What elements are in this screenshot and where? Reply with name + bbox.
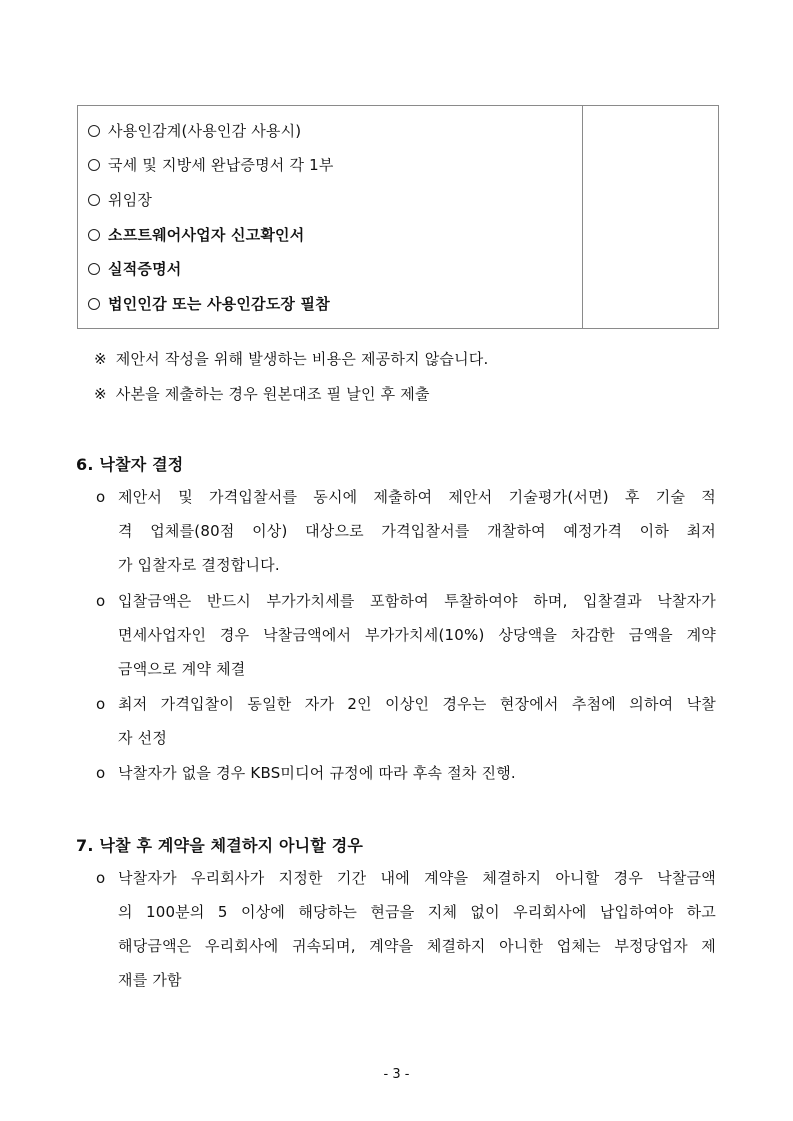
reference-mark-icon: ※ [94, 385, 107, 403]
bullet-line: 최저 가격입찰이 동일한 자가 2인 이상인 경우는 현장에서 추첨에 의하여 낙찰 [118, 695, 716, 713]
note-line [94, 384, 430, 404]
bullet-mark: o [96, 592, 106, 610]
circle-bullet-icon [88, 194, 100, 206]
bullet-line: 가 입찰자로 결정합니다. [118, 556, 280, 574]
bullet-paragraph [118, 861, 716, 997]
bullet-line: 낙찰자가 우리회사가 지정한 기간 내에 계약을 체결하지 아니할 경우 낙찰금액 [118, 869, 716, 887]
doc-list-item [88, 225, 304, 245]
bullet-paragraph [118, 584, 716, 686]
bullet-line: 낙찰자가 없을 경우 KBS미디어 규정에 따라 후속 절차 진행. [118, 764, 516, 782]
doc-list-item-text: 소프트웨어사업자 신고확인서 [108, 226, 305, 244]
doc-list-item [88, 190, 152, 210]
bullet-line: 입찰금액은 반드시 부가가치세를 포함하여 투찰하여야 하며, 입찰결과 낙찰자가 [118, 592, 716, 610]
doc-list-item-text: 국세 및 지방세 완납증명서 각 1부 [108, 156, 334, 174]
note-line [94, 349, 488, 369]
table-column-divider [582, 105, 583, 329]
doc-list-item-text: 실적증명서 [108, 260, 182, 278]
circle-bullet-icon [88, 125, 100, 137]
circle-bullet-icon [88, 298, 100, 310]
bullet-line: 금액으로 계약 체결 [118, 660, 246, 678]
bullet-line: 제안서 및 가격입찰서를 동시에 제출하여 제안서 기술평가(서면) 후 기술 적 [118, 488, 716, 506]
bullet-line: 면세사업자인 경우 낙찰금액에서 부가가치세(10%) 상당액을 차감한 금액을 계약 [118, 626, 716, 644]
doc-list-item [88, 121, 301, 141]
note-text: 사본을 제출하는 경우 원본대조 필 날인 후 제출 [115, 385, 430, 403]
note-text: 제안서 작성을 위해 발생하는 비용은 제공하지 않습니다. [115, 350, 489, 368]
section-6-title: 6. 낙찰자 결정 [76, 455, 184, 474]
bullet-line: 해당금액은 우리회사에 귀속되며, 계약을 체결하지 아니한 업체는 부정당업자 제 [118, 937, 716, 955]
doc-list-item [88, 155, 334, 175]
reference-mark-icon: ※ [94, 350, 107, 368]
bullet-paragraph [118, 687, 716, 755]
bullet-paragraph [118, 480, 716, 582]
circle-bullet-icon [88, 263, 100, 275]
doc-list-item-text: 사용인감계(사용인감 사용시) [108, 122, 302, 140]
doc-list-item [88, 294, 330, 314]
doc-list-item-text: 법인인감 또는 사용인감도장 필참 [108, 295, 330, 313]
bullet-line: 의 100분의 5 이상에 해당하는 현금을 지체 없이 우리회사에 납입하여야 하고 [118, 903, 716, 921]
doc-list-item-text: 위임장 [108, 191, 153, 209]
bullet-line: 재를 가함 [118, 971, 182, 989]
doc-list-item [88, 259, 181, 279]
bullet-mark: o [96, 869, 106, 887]
bullet-mark: o [96, 695, 106, 713]
bullet-mark: o [96, 488, 106, 506]
circle-bullet-icon [88, 159, 100, 171]
bullet-paragraph [118, 756, 716, 790]
bullet-line: 격 업체를(80점 이상) 대상으로 가격입찰서를 개찰하여 예정가격 이하 최저 [118, 522, 716, 540]
section-7-title: 7. 낙찰 후 계약을 체결하지 아니할 경우 [76, 836, 364, 855]
page-number: - 3 - [383, 1067, 410, 1082]
bullet-mark: o [96, 764, 106, 782]
circle-bullet-icon [88, 229, 100, 241]
bullet-line: 자 선정 [118, 729, 168, 747]
